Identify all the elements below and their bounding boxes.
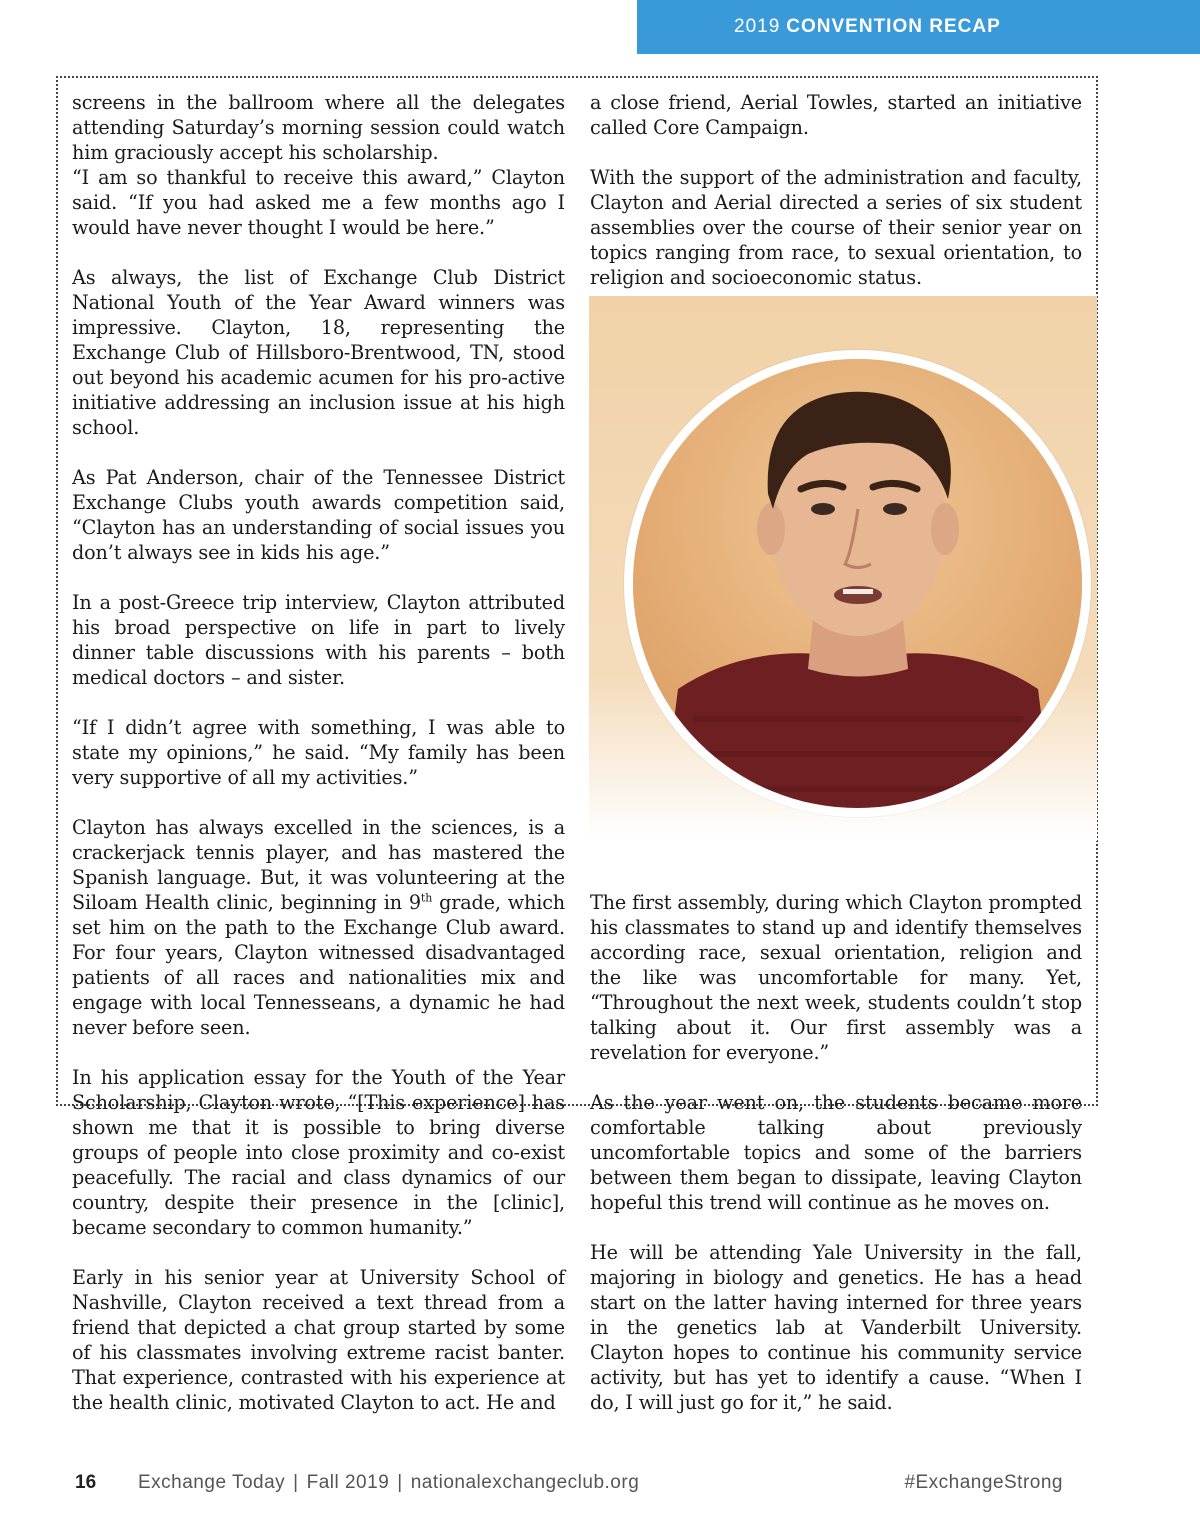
publication-name: Exchange Today (138, 1472, 286, 1493)
website-link[interactable]: nationalexchangeclub.org (410, 1472, 640, 1493)
ordinal-suffix: th (420, 891, 433, 905)
paragraph: In a post-Greece trip interview, Clayton attributed his broad perspective on life in part to lively dinner table discussions with his parents – both medical doctors – and sister. (72, 591, 565, 689)
paragraph-text: screens in the ballroom where all the delegates attending Saturday’s morning session could watch him graciously accept his scholarship. (72, 91, 565, 164)
paragraph: With the support of the administration and faculty, Clayton and Aerial directed a series of six student assemblies over the course of their senior year on topics ranging from race, to sexual orientation, to religion and socioeconomic status. (590, 166, 1082, 289)
section-header (637, 0, 1200, 54)
hashtag: #ExchangeStrong (904, 1472, 1063, 1493)
paragraph: Early in his senior year at University School of Nashville, Clayton received a text thread from a friend that depicted a chat group started by some of his classmates involving extreme racist banter. That experience, contrasted with his experience at the health clinic, motivated Clayton to act. He and (72, 1266, 565, 1414)
header-year: 2019 (734, 16, 781, 37)
paragraph: “I am so thankful to receive this award,” Clayton said. “If you had asked me a few months ago I would have never thought I would be here.” (72, 166, 565, 239)
portrait-illustration (633, 359, 1082, 808)
paragraph (72, 90, 565, 165)
publication-info (138, 1472, 639, 1494)
paragraph: “If I didn’t agree with something, I was able to state my opinions,” he said. “My family has been very supportive of all my activities.” (72, 716, 565, 789)
footer-separator: | (293, 1472, 299, 1493)
paragraph: a close friend, Aerial Towles, started an initiative called Core Campaign. (590, 91, 1082, 139)
header-title: CONVENTION RECAP (786, 16, 1001, 37)
right-column-top (590, 90, 1082, 315)
paragraph (72, 815, 565, 1040)
paragraph: The first assembly, during which Clayton prompted his classmates to stand up and identify themselves according race, sexual orientation, religion and the like was uncomfortable for many. Yet, “Throughout the next week, students couldn’t stop talking about it. Our first assembly was a revelation for everyone.” (590, 891, 1082, 1064)
portrait-photo (624, 350, 1091, 817)
paragraph-text: Clayton has always excelled in the sciences, is a crackerjack tennis player, and has mastered the Spanish language. But, it was volunteering at the Siloam Health clinic, beginning in 9 (72, 816, 565, 914)
paragraph: In his application essay for the Youth of the Year Scholarship, Clayton wrote, “[This experience] has shown me that it is possible to bring diverse groups of people into close proximity and co-exist peacefully. The racial and class dynamics of our country, despite their presence in the [clinic], became secondary to common humanity.” (72, 1066, 565, 1239)
paragraph-text: grade, which set him on the path to the Exchange Club award. For four years, Clayton witnessed disadvantaged patients of all races and nationalities mix and engage with local Tennesseans, a dynamic he had never before seen. (72, 891, 565, 1039)
page-number: 16 (75, 1472, 97, 1493)
mouth (834, 586, 882, 604)
footer-separator: | (397, 1472, 403, 1493)
paragraph: He will be attending Yale University in the fall, majoring in biology and genetics. He has a head start on the latter having interned for three years in the genetics lab at Vanderbilt University. Clayton hopes to continue his community service activity, but has yet to identify a cause. “When I do, I will just go for it,” he said. (590, 1241, 1082, 1414)
right-column-bottom (590, 890, 1082, 1440)
left-column (72, 90, 565, 1440)
paragraph: As Pat Anderson, chair of the Tennessee District Exchange Clubs youth awards competition said, “Clayton has an understanding of social issues you don’t always see in kids his age.” (72, 466, 565, 564)
paragraph: As the year went on, the students became more comfortable talking about previously uncomfortable topics and some of the barriers between them began to dissipate, leaving Clayton hopeful this trend will continue as he moves on. (590, 1091, 1082, 1214)
paragraph: As always, the list of Exchange Club District National Youth of the Year Award winners was impressive. Clayton, 18, representing the Exchange Club of Hillsboro-Brentwood, TN, stood out beyond his academic acumen for his pro-active initiative addressing an inclusion issue at his high school. (72, 266, 565, 439)
issue-label: Fall 2019 (306, 1472, 390, 1493)
